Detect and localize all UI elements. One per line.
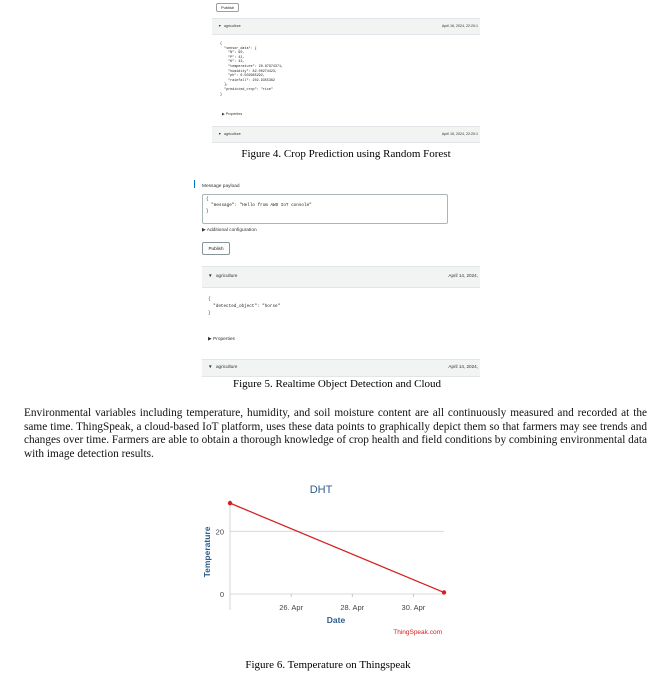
code-line: "message": "Hello from AWS IoT console" — [206, 203, 312, 208]
code-line: } — [220, 92, 223, 97]
message-json — [208, 296, 280, 317]
chart-credit-link[interactable]: ThingSpeak.com — [393, 629, 442, 636]
message-topic: agriculture — [224, 132, 241, 136]
code-line: "N": 90, — [220, 51, 245, 56]
y-tick-label: 0 — [219, 590, 224, 599]
chart-x-ticks — [279, 594, 426, 612]
figure-5-screenshot — [194, 178, 480, 378]
body-paragraph: Environmental variables including temperature, humidity, and soil moisture content are all continuously measured and recorded at the same time. ThingSpeak, a cloud-based IoT platform, uses these data points to graphically depict them so that farmers may see trends and changes over time. Farmers are able to obtain a thorough knowledge of crop health and field conditions by combining environmental data with image detection results. — [24, 407, 647, 460]
payload-textarea[interactable] — [202, 194, 448, 224]
chart-title: DHT — [309, 484, 333, 496]
message-timestamp: April 14, 2024, — [448, 364, 478, 369]
code-line: "humidity": 82.00274423, — [220, 69, 277, 74]
properties-label: Properties — [225, 112, 243, 116]
code-line: "predicted_crop": "rice" — [220, 87, 273, 92]
figure-4-screenshot — [212, 0, 480, 143]
publish-button[interactable]: Publish — [202, 242, 230, 255]
payload-label: Message payload — [202, 184, 240, 189]
data-point — [228, 501, 232, 505]
collapse-triangle-icon: ▶ — [222, 112, 225, 116]
message-header-second[interactable] — [212, 126, 480, 143]
code-line: { — [208, 297, 211, 302]
message-json — [220, 42, 283, 97]
message-topic: agriculture — [216, 273, 238, 278]
additional-config-label: Additional configuration — [206, 228, 257, 233]
code-line: } — [206, 209, 209, 214]
message-topic: agriculture — [224, 24, 241, 28]
focus-bar — [194, 180, 195, 188]
figure-4-caption: Figure 4. Crop Prediction using Random Forest — [241, 148, 451, 160]
code-line: "detected_object": "horse" — [208, 304, 281, 309]
chart-x-axis-label: Date — [326, 615, 346, 625]
code-line: "sensor_data": { — [220, 46, 257, 51]
code-line: "P": 42, — [220, 55, 245, 60]
message-topic: agriculture — [216, 364, 238, 369]
code-line: { — [206, 197, 209, 202]
x-tick-label: 28. Apr — [340, 603, 365, 612]
properties-label: Properties — [213, 337, 235, 342]
code-line: } — [208, 311, 211, 316]
properties-toggle[interactable] — [222, 112, 242, 116]
code-line: "K": 43, — [220, 60, 245, 65]
message-header[interactable] — [212, 18, 480, 35]
y-tick-label: 20 — [215, 527, 224, 537]
data-point — [442, 590, 446, 594]
collapse-triangle-icon: ▶ — [208, 337, 212, 342]
message-header[interactable] — [202, 266, 480, 288]
message-timestamp: April 16, 2024, 22:20:1 — [441, 132, 478, 136]
figure-5-caption: Figure 5. Realtime Object Detection and Cloud — [232, 378, 442, 390]
code-line: "temperature": 20.87974371, — [220, 64, 284, 69]
message-timestamp: April 14, 2024, — [448, 273, 478, 278]
expand-triangle-icon[interactable]: ▼ — [208, 364, 213, 369]
properties-toggle[interactable] — [208, 337, 235, 342]
chart-series — [228, 501, 446, 595]
additional-config-toggle[interactable] — [202, 228, 257, 233]
chart-y-ticks — [216, 527, 224, 599]
x-tick-label: 30. Apr — [401, 603, 426, 612]
message-header-second[interactable] — [202, 359, 480, 377]
code-line: "rainfall": 202.9355362 — [220, 78, 275, 83]
expand-triangle-icon[interactable]: ▼ — [218, 132, 222, 136]
expand-triangle-icon[interactable]: ▼ — [208, 273, 213, 278]
message-timestamp: April 16, 2024, 22:20:1 — [441, 24, 478, 28]
code-line: { — [220, 42, 223, 46]
chart-y-axis-label: Temperature — [202, 526, 212, 578]
x-tick-label: 26. Apr — [279, 603, 304, 612]
code-line: }, — [220, 83, 229, 88]
publish-button[interactable]: Publish — [216, 3, 239, 12]
code-line: "ph": 6.502985292, — [220, 74, 265, 79]
collapse-triangle-icon: ▶ — [202, 228, 206, 233]
figure-6-caption: Figure 6. Temperature on Thingspeak — [245, 659, 411, 671]
temperature-chart — [198, 478, 452, 640]
expand-triangle-icon[interactable]: ▼ — [218, 24, 222, 28]
series-line — [230, 503, 444, 592]
